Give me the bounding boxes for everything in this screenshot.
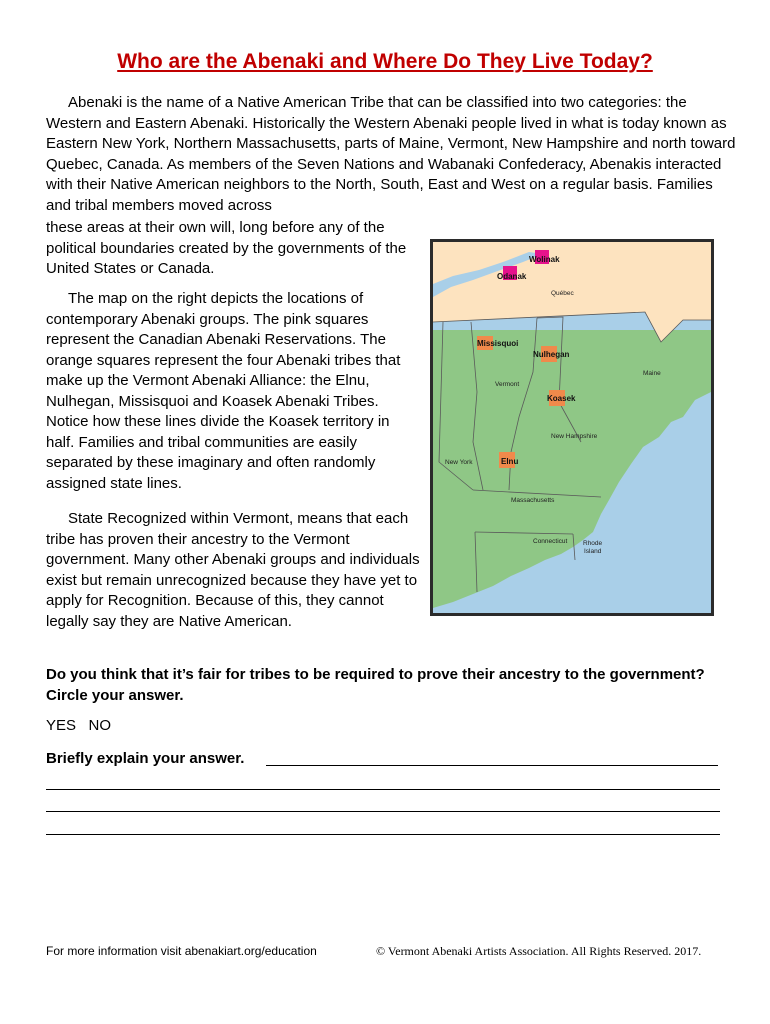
map-description-text: The map on the right depicts the locations of contemporary Abenaki groups. The pink squares represent the Canadian Abenaki Reservations. The orange squares represent the four Abenaki tribes that make up the Vermont Abenaki Alliance: the Elnu, Nulhegan, Missisquoi and Koasek Abenaki Tribes. Notice how these lines divide the Koasek territory in half. Families and tribal communities are easily separated by these imaginary and often randomly assigned state lines.: [46, 290, 401, 492]
intro-text: Abenaki is the name of a Native American Tribe that can be classified into two categories: the Western and Eastern Abenaki. Historically the Western Abenaki people lived in what is today known as Eastern New York, Northern Massachusetts, parts of Maine, Vermont, New Hampshire and north toward Quebec, Canada. As members of the Seven Nations and Wabanaki Confederacy, Abenakis interacted with their Native American neighbors to the North, South, East and West on a regular basis. Families and tribal members moved across: [46, 94, 736, 214]
wolinak-label: Wolinak: [529, 255, 560, 264]
vermont-label: Vermont: [495, 381, 520, 388]
missisquoi-label: Missisquoi: [477, 339, 519, 348]
yes-no-choice[interactable]: YES NO: [46, 717, 112, 734]
intro-paragraph-continued: these areas at their own will, long before any of the political boundaries created by the governments of the United States or Canada.: [46, 219, 407, 277]
maine-label: Maine: [643, 370, 661, 377]
new-york-label: New York: [445, 459, 473, 466]
odanak-label: Odanak: [497, 272, 527, 281]
new-hampshire-label: New Hampshire: [551, 433, 598, 440]
rhode-island-label-2: Island: [584, 548, 602, 555]
elnu-label: Elnu: [501, 457, 519, 466]
answer-line-1[interactable]: [266, 765, 718, 766]
answer-line-4[interactable]: [46, 834, 720, 835]
intro-paragraph: [46, 93, 736, 216]
rhode-island-label-1: Rhode: [583, 540, 603, 547]
state-recognition-text: State Recognized within Vermont, means that each tribe has proven their ancestry to the Vermont government. Many other Abenaki groups and individuals exist but remain unrecognized because they have yet to apply for Recognition. Because of this, they cannot legally say they are Native American.: [46, 510, 420, 630]
answer-line-3[interactable]: [46, 811, 720, 812]
explain-label: Briefly explain your answer.: [46, 750, 245, 767]
koasek-label: Koasek: [547, 394, 576, 403]
nulhegan-label: Nulhegan: [533, 350, 570, 359]
map-description-paragraph: [46, 289, 421, 494]
question-text: Do you think that it’s fair for tribes to be required to prove their ancestry to the government? Circle your answer.: [46, 666, 705, 704]
abenaki-map: [430, 239, 714, 616]
answer-line-2[interactable]: [46, 789, 720, 790]
massachusetts-label: Massachusetts: [511, 497, 555, 504]
quebec-label: Québec: [551, 290, 574, 297]
state-recognition-paragraph: [46, 509, 421, 632]
map-svg: [433, 242, 711, 613]
page-title: Who are the Abenaki and Where Do They Live Today?: [117, 50, 653, 73]
footer-copyright: © Vermont Abenaki Artists Association. All Rights Reserved. 2017.: [376, 944, 702, 958]
footer-link-text: For more information visit abenakiart.org/education: [46, 944, 317, 958]
connecticut-label: Connecticut: [533, 538, 568, 545]
